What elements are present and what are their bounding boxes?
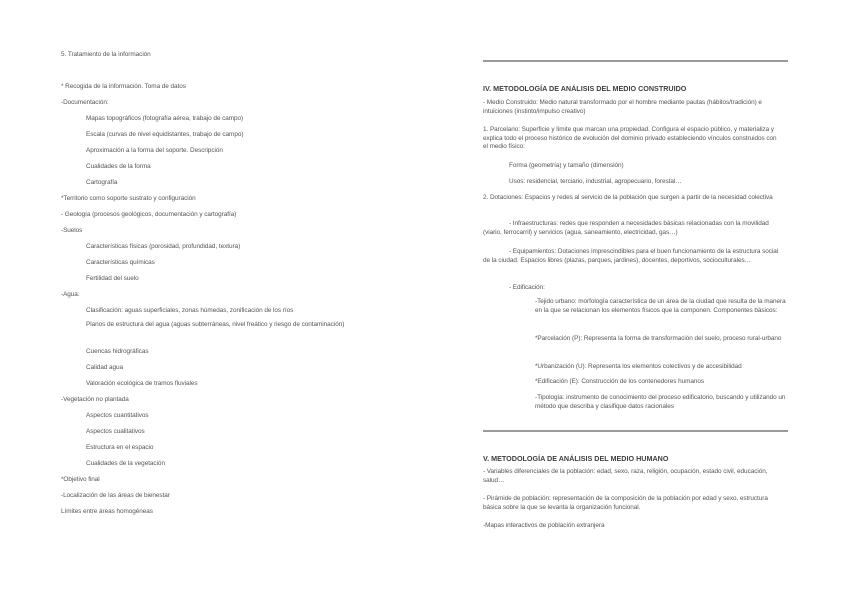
objetivo-heading: *Objetivo final xyxy=(61,476,100,483)
documentacion-item: Escala (curvas de nivel equidistantes, trabajo de campo) xyxy=(86,131,244,138)
agua-item: Planos de estructura del agua (aguas subterráneas, nivel freático y riesgo de contaminación) xyxy=(86,321,345,328)
vegetacion-item: Estructura en el espacio xyxy=(86,444,154,451)
variables-text: - Variables diferenciales de la población: edad, sexo, raza, religión, ocupación, estado civil, educación, salud… xyxy=(483,468,768,484)
medio-construido-text: - Medio Construido: Medio natural transformado por el hombre mediante pautas (hábitos/tradición) e intuiciones (instinto/impulso creativo) xyxy=(483,99,762,115)
agua-item: Calidad agua xyxy=(86,364,124,371)
mapas-text: -Mapas interactivos de población extranjera xyxy=(483,522,605,529)
documentacion-item: Aproximación a la forma del soporte. Descripción xyxy=(86,147,223,154)
vegetacion-item: Aspectos cuantitativos xyxy=(86,412,149,419)
agua-item: Valoración ecológica de tramos fluviales xyxy=(86,380,198,387)
section-v-title: V. METODOLOGÍA DE ANÁLISIS DEL MEDIO HUMANO xyxy=(483,454,669,463)
documentacion-item: Cartografía xyxy=(86,179,118,186)
suelos-item: Características físicas (porosidad, profundidad, textura) xyxy=(86,243,241,250)
section-divider xyxy=(483,430,788,432)
edificacion-e-text: *Edificación (E): Construcción de los contenedores humanos xyxy=(535,378,705,385)
tipologia-text: -Tipología: instrumento de conocimiento del proceso edificatorio, buscando y utilizando un método que describa y clasifique datos racionales xyxy=(535,394,786,410)
parcelario-text: 1. Parcelario: Superficie y límite que marcan una propiedad. Configura el espacio público, y materializa y explica todo el proceso histórico de evolución del dominio privado estableciendo vínculos construidos con el medio físico: xyxy=(483,126,777,151)
section-divider xyxy=(483,60,788,62)
documentacion-item: Mapas topográficos (fotografía aérea, trabajo de campo) xyxy=(86,115,244,122)
equipamientos-text: - Equipamientos: Dotaciones imprescindibles para el buen funcionamiento de la estructura social de la ciudad. Espacios libres (plazas, parques, jardines), docentes, deportivos, socioculturales… xyxy=(483,248,779,264)
piramide-text: - Pirámide de población: representación de la composición de la población por edad y sexo, estructura básica sobre la que se levanta la organización funcional. xyxy=(483,495,768,511)
agua-item: Cuencas hidrográficas xyxy=(86,348,149,355)
tejido-urbano-text: -Tejido urbano: morfología característica de un área de la ciudad que resulta de la manera en la que se relacionan los elementos físicos que la componen. Componentes básicos: xyxy=(535,298,786,314)
agua-item: Clasificación: aguas superficiales, zonas húmedas, zonificación de los ríos xyxy=(86,307,294,314)
parcelario-forma: Forma (geometría) y tamaño (dimensión) xyxy=(509,162,624,169)
documentacion-item: Cualidades de la forma xyxy=(86,163,151,170)
section-title-tratamiento: 5. Tratamiento de la información xyxy=(61,51,151,58)
suelos-item: Fertilidad del suelo xyxy=(86,275,139,282)
parcelario-usos: Usos: residencial, terciario, industrial, agropecuario, forestal… xyxy=(509,178,682,185)
territorio-heading: *Territorio como soporte sustrato y configuración xyxy=(61,195,196,202)
geologia-item: - Geología (procesos geológicos, documentación y cartografía) xyxy=(61,211,237,218)
vegetacion-item: Cualidades de la vegetación xyxy=(86,460,165,467)
infraestructuras-text: - Infraestructuras: redes que responden a necesidades básicas relacionadas con la movilidad (viario, ferrocarril) y servicios (agua, saneamiento, electricidad, gas…) xyxy=(483,220,769,236)
section-iv-title: IV. METODOLOGÍA DE ANÁLISIS DEL MEDIO CONSTRUIDO xyxy=(483,84,687,93)
vegetacion-label: -Vegetación no plantada xyxy=(61,396,129,403)
edificacion-label: - Edificación: xyxy=(509,284,545,291)
recogida-heading: * Recogida de la información. Toma de datos xyxy=(61,83,186,90)
parcelacion-text: *Parcelación (P): Representa la forma de transformación del suelo, proceso rural-urbano xyxy=(535,335,782,342)
suelos-label: -Suelos xyxy=(61,227,83,234)
vegetacion-item: Aspectos cualitativos xyxy=(86,428,145,435)
localizacion-item: -Localización de las áreas de bienestar xyxy=(61,492,170,499)
suelos-item: Características químicas xyxy=(86,259,155,266)
urbanizacion-text: *Urbanización (U): Representa los elementos colectivos y de accesibilidad xyxy=(535,363,742,370)
agua-label: -Agua: xyxy=(61,291,80,298)
dotaciones-text: 2. Dotaciones: Espacios y redes al servicio de la población que surgen a partir de la necesidad colectiva xyxy=(483,194,773,201)
documentacion-label: -Documentación: xyxy=(61,99,109,106)
limites-item: Límites entre áreas homogéneas xyxy=(61,508,153,515)
